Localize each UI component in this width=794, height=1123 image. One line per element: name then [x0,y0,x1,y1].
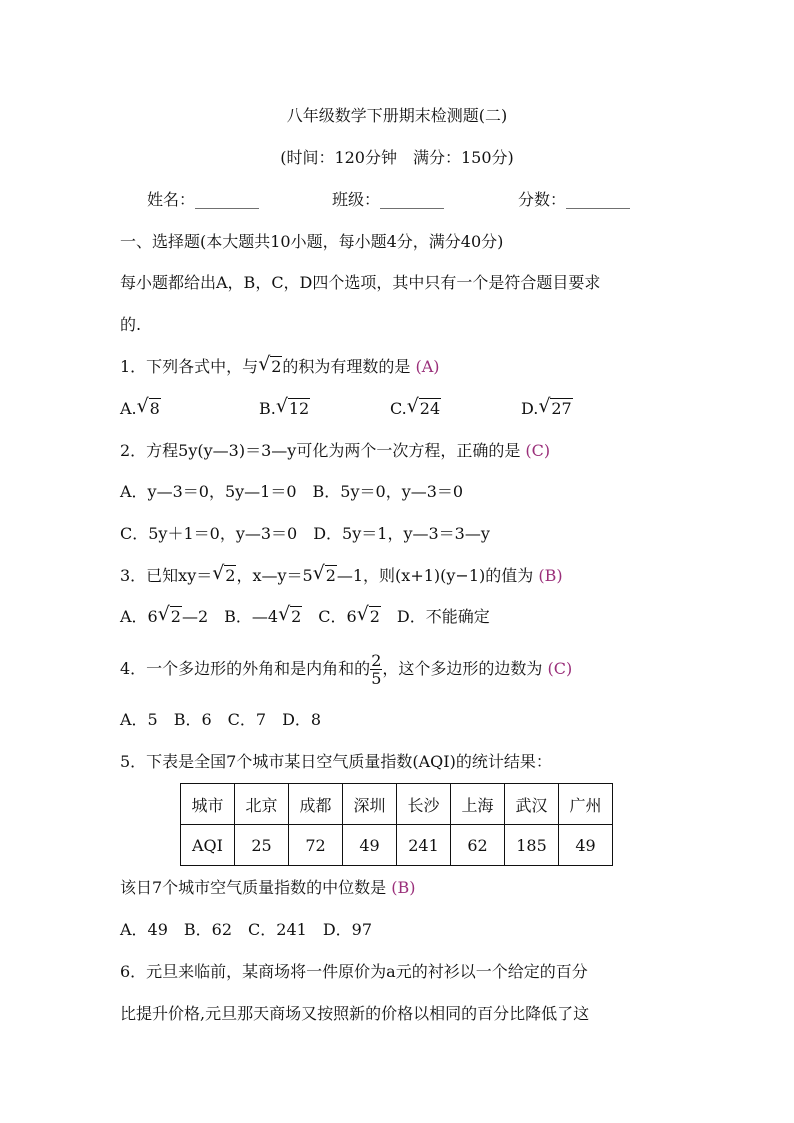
table-cell: 25 [235,825,289,866]
option-c: C.√ 24 [390,398,521,420]
option-b: B.√ 12 [259,398,390,420]
answer-mark: (A) [415,357,440,376]
table-cell: 深圳 [343,784,397,825]
table-cell: 城市 [181,784,235,825]
table-cell: 241 [397,825,451,866]
question-6: 6．元旦来临前，某商场将一件原价为a元的衬衫以一个给定的百分 [120,962,588,981]
table-cell: AQI [181,825,235,866]
table-cell: 49 [559,825,613,866]
answer-mark: (C) [547,659,573,678]
q1-options [120,398,573,420]
option-d: D.√ 27 [521,398,573,420]
option-a: A.√ 8 [120,398,259,420]
answer-mark: (B) [538,566,563,585]
q5-options: A．49 B．62 C．241 D．97 [120,920,373,939]
q3-options: A．6√ 2—2 B．—4√ 2 C．6√ 2 D．不能确定 [120,606,490,628]
table-cell: 49 [343,825,397,866]
q1-stem-a: 1．下列各式中，与 [120,357,259,376]
question-2 [120,440,550,462]
q2-options-row-1: A．y—3＝0，5y—1＝0 B．5y＝0，y—3＝0 [120,482,464,501]
table-cell: 62 [451,825,505,866]
table-cell: 上海 [451,784,505,825]
q1-stem-b: 的积为有理数的是 [282,357,411,376]
answer-mark: (B) [391,878,416,897]
q4-options: A．5 B．6 C．7 D．8 [120,710,322,729]
name-field-label: 姓名：________ [147,190,260,209]
table-cell: 72 [289,825,343,866]
fraction: $\frac{2}{5}$ [371,651,382,688]
sqrt-symbol: √ 2 [259,356,282,378]
table-cell: 北京 [235,784,289,825]
page-title: 八年级数学下册期末检测题(二) [286,106,508,125]
question-4: 4．一个多边形的外角和是内角和的 $\frac{2}{5}$ ，这个多边形的边数为 (C) [120,651,573,688]
question-5: 5．下表是全国7个城市某日空气质量指数(AQI)的统计结果： [120,752,552,771]
table-cell: 185 [505,825,559,866]
table-row [181,825,613,866]
q5-question: 该日7个城市空气质量指数的中位数是 (B) [120,878,416,897]
section-heading: 一、选择题(本大题共10小题，每小题4分，满分40分) [120,232,504,251]
class-field-label: 班级：________ [332,190,445,209]
q2-stem: 2．方程5y(y—3)＝3—y可化为两个一次方程，正确的是 [120,441,521,460]
table-cell: 武汉 [505,784,559,825]
table-cell: 广州 [559,784,613,825]
table-row [181,784,613,825]
answer-mark: (C) [525,441,551,460]
aqi-table [180,783,613,866]
exam-info: (时间：120分钟 满分：150分) [280,148,514,167]
q2-options-row-2: C．5y＋1＝0，y—3＝0 D．5y＝1，y—3＝3—y [120,524,490,543]
table-cell: 长沙 [397,784,451,825]
question-3: 3．已知xy＝√ 2，x—y＝5√ 2—1，则(x+1)(y−1)的值为 (B) [120,565,563,587]
section-intro-cont: 的. [120,315,142,334]
question-6-cont: 比提升价格,元旦那天商场又按照新的价格以相同的百分比降低了这 [120,1004,590,1023]
section-intro: 每小题都给出A，B，C，D四个选项，其中只有一个是符合题目要求 [120,273,601,292]
score-field-label: 分数：________ [518,190,631,209]
table-cell: 成都 [289,784,343,825]
question-1 [120,356,440,378]
sqrt-symbol: √ 2 [213,565,236,587]
